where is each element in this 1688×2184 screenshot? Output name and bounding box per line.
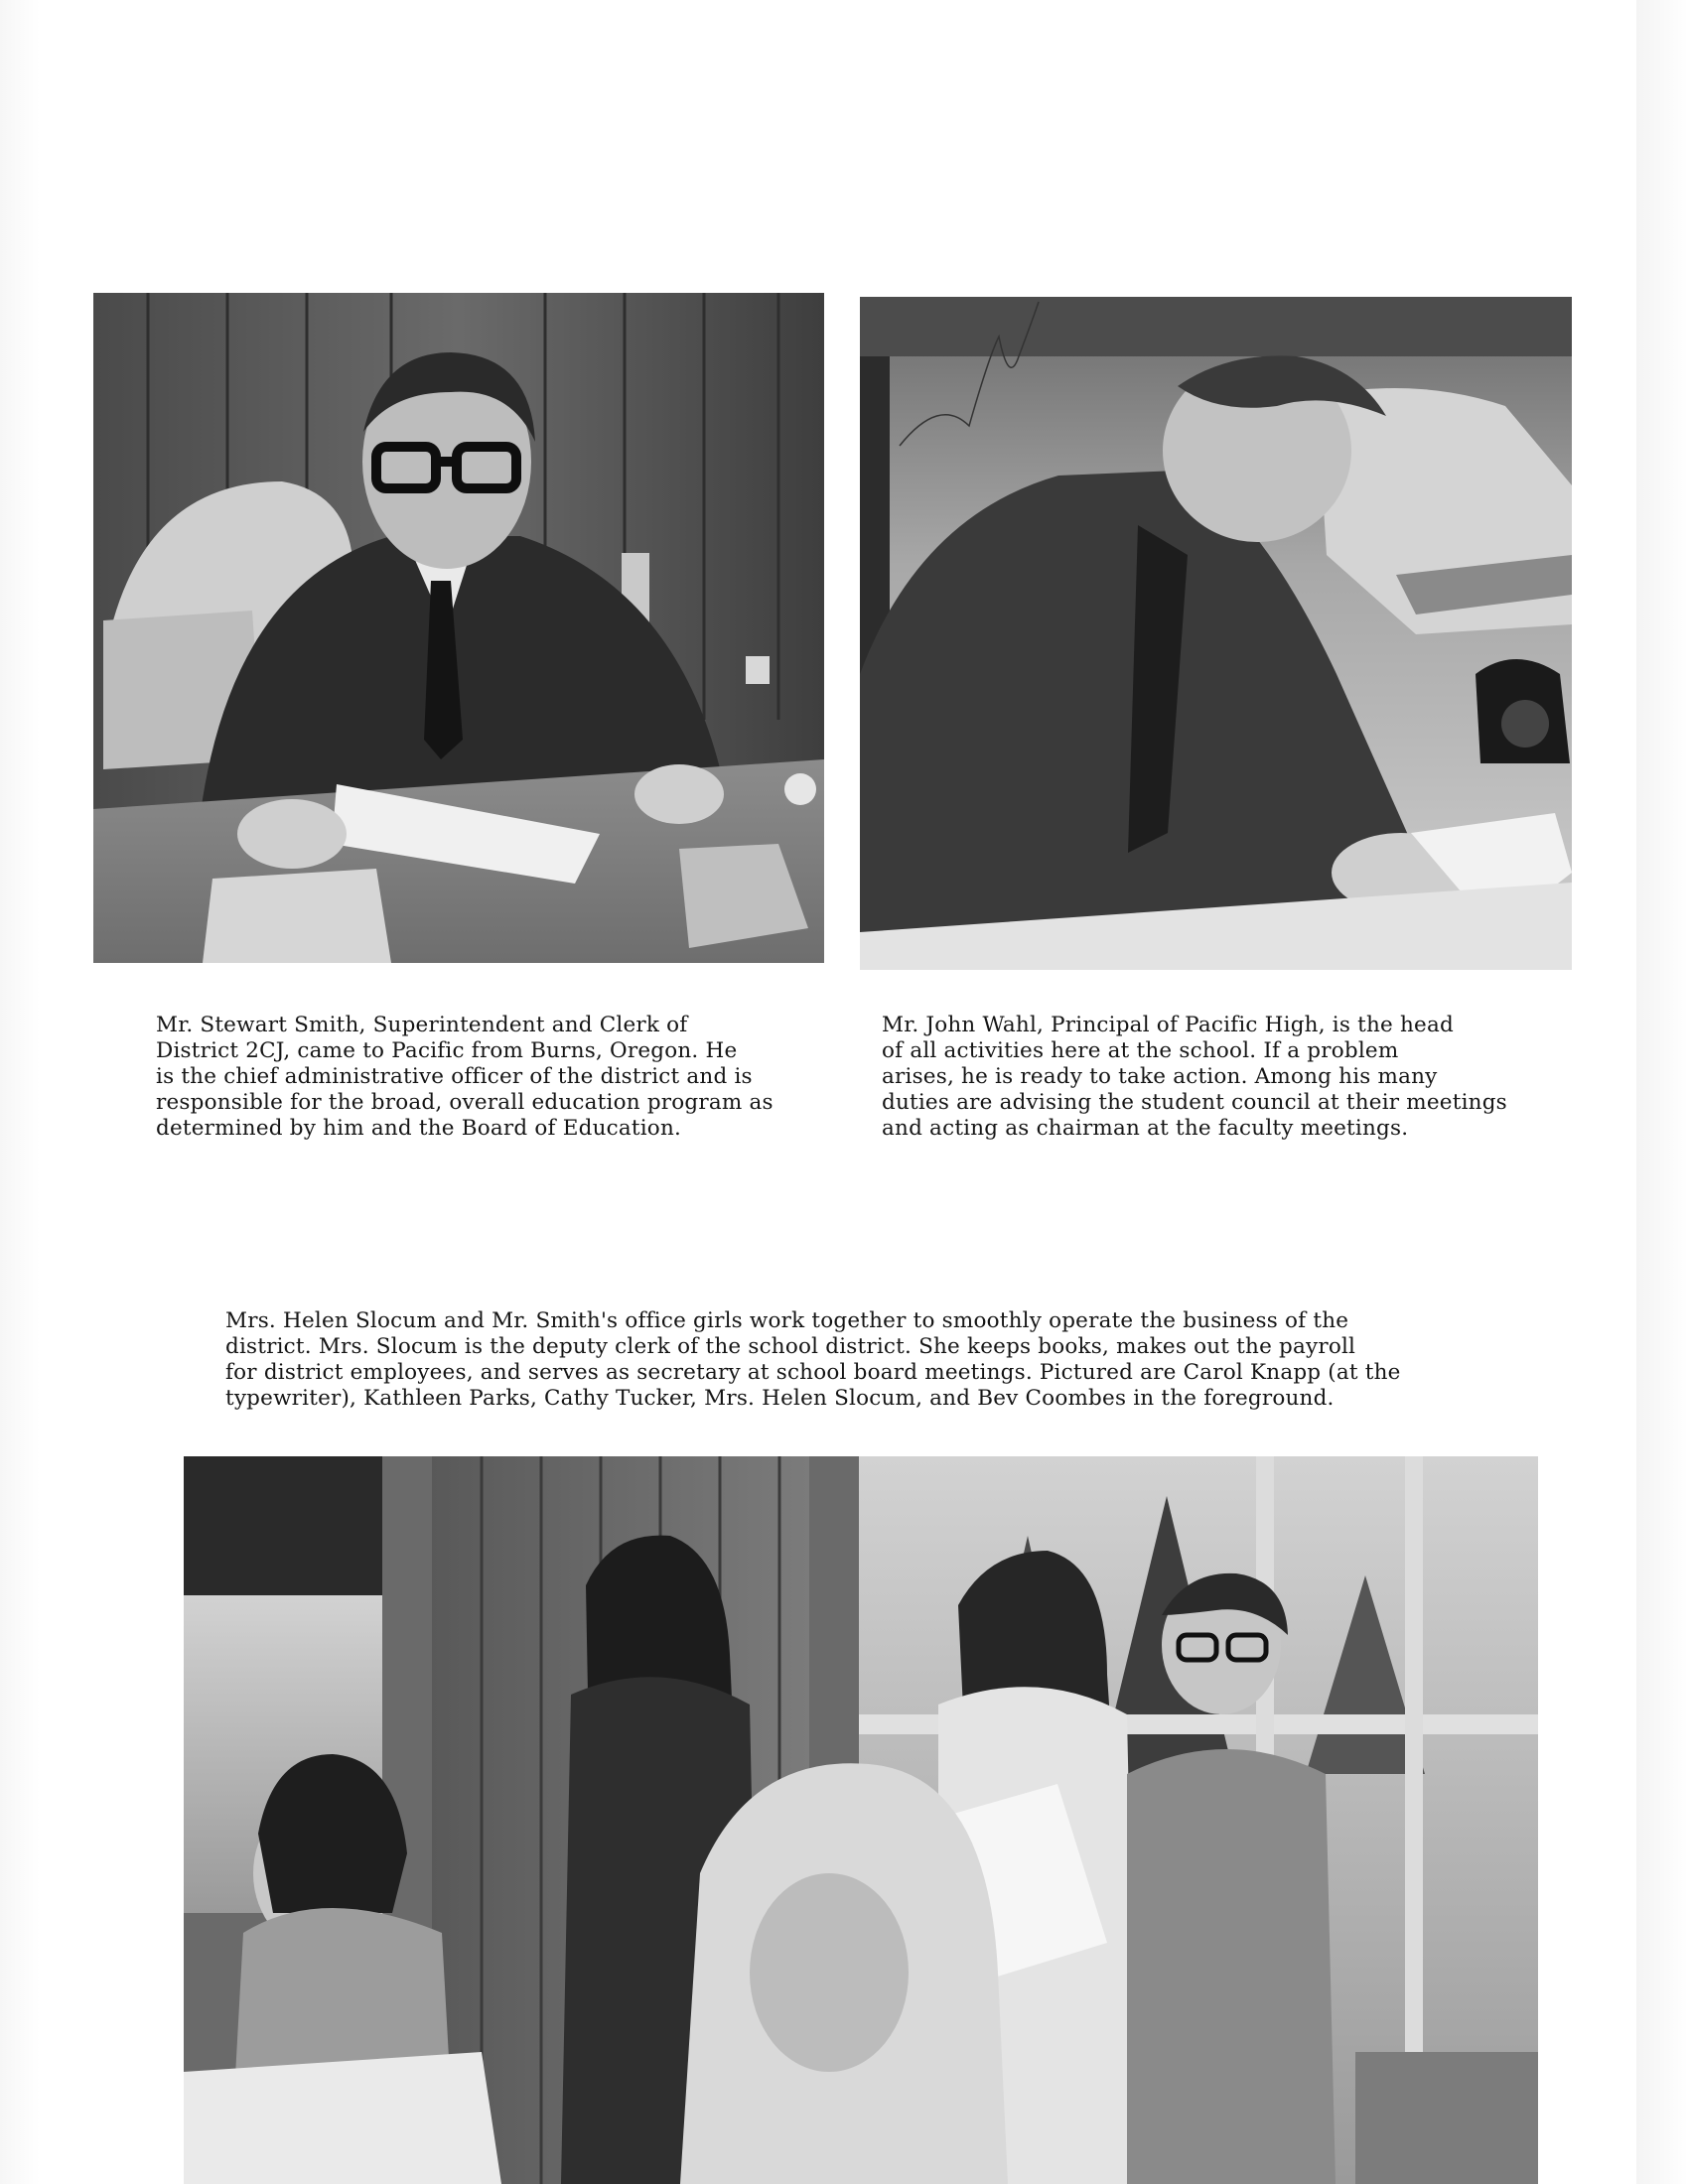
photo-john-wahl (860, 297, 1572, 970)
caption-line: determined by him and the Board of Education. (156, 1116, 682, 1141)
caption-line: and acting as chairman at the faculty meetings. (882, 1116, 1409, 1141)
caption-line: Mrs. Helen Slocum and Mr. Smith's office girls work together to smoothly operate the business of the (225, 1308, 1349, 1333)
photo-john-wahl-image (860, 297, 1572, 970)
caption-office-staff (225, 1308, 1401, 1412)
caption-line: responsible for the broad, overall education program as (156, 1090, 774, 1115)
caption-line: typewriter), Kathleen Parks, Cathy Tucker, Mrs. Helen Slocum, and Bev Coombes in the foreground. (225, 1386, 1335, 1411)
page-edge-right (1636, 0, 1688, 2184)
photo-office-staff-image (184, 1456, 1538, 2184)
caption-line: is the chief administrative officer of the district and is (156, 1064, 753, 1089)
caption-line: for district employees, and serves as secretary at school board meetings. Pictured are Carol Knapp (at the (225, 1360, 1401, 1385)
caption-line: Mr. Stewart Smith, Superintendent and Clerk of (156, 1013, 688, 1037)
photo-stewart-smith-image (93, 293, 824, 963)
caption-stewart-smith (156, 1013, 774, 1142)
photo-stewart-smith (93, 293, 824, 963)
caption-john-wahl (882, 1013, 1507, 1142)
page-edge-left (0, 0, 40, 2184)
caption-line: duties are advising the student council at their meetings (882, 1090, 1507, 1115)
caption-line: arises, he is ready to take action. Among his many (882, 1064, 1438, 1089)
caption-line: District 2CJ, came to Pacific from Burns, Oregon. He (156, 1038, 738, 1063)
caption-line: Mr. John Wahl, Principal of Pacific High, is the head (882, 1013, 1454, 1037)
caption-line: of all activities here at the school. If a problem (882, 1038, 1399, 1063)
photo-office-staff (184, 1456, 1538, 2184)
caption-line: district. Mrs. Slocum is the deputy clerk of the school district. She keeps books, makes out the payroll (225, 1334, 1356, 1359)
